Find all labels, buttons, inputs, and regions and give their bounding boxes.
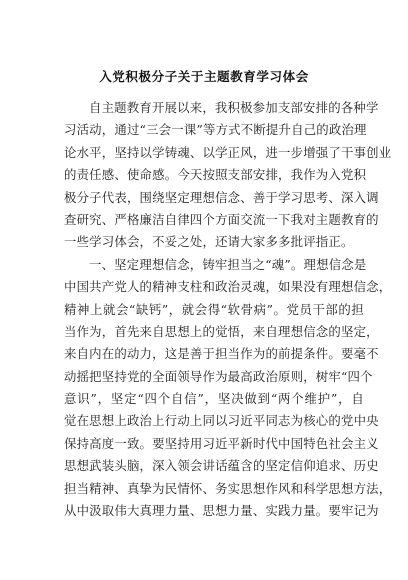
body-line: 思想武装头脑，深入领会讲话蕴含的坚定信仰追求、历史 [64, 458, 379, 474]
body-line: 习活动，通过“三会一课”等方式不断提升自己的政治理 [64, 122, 367, 138]
body-line: 查研究、严格廉洁自律四个方面交流一下我对主题教育的 [64, 211, 379, 227]
body-line: 保持高度一致。要坚持用习近平新时代中国特色社会主义 [64, 435, 379, 451]
body-line: 当作为，首先来自思想上的觉悟，来自理想信念的坚定， [64, 323, 379, 339]
body-line: 一些学习体会，不妥之处，还请大家多多批评指正。 [64, 234, 354, 250]
body-line: 精神上就会“缺钙”，就会得“软骨病”。党员干部的担 [64, 301, 364, 317]
body-line: 觉在思想上政治上行动上同以习近平同志为核心的党中央 [64, 413, 379, 429]
document-title: 入党积极分子关于主题教育学习体会 [99, 69, 309, 84]
body-line: 从中汲取伟大真理力量、思想力量、实践力量。要牢记为 [64, 503, 379, 519]
body-line: 中国共产党人的精神支柱和政治灵魂，如果没有理想信念， [64, 279, 392, 295]
body-line: 担当精神、真挚为民情怀、务实思想作风和科学思想方法， [64, 480, 392, 496]
body-line: 的责任感、使命感。今天按照支部安排，我作为入党积 [64, 167, 367, 183]
body-line: 意识”，坚定“四个自信”，坚决做到“两个维护”，自 [64, 391, 364, 407]
body-line: 来自内在的动力，这是善于担当作为的前提条件。要毫不 [64, 346, 379, 362]
body-line: 动摇把坚持党的全面领导作为最高政治原则，树牢“四个 [64, 368, 373, 384]
document-body [64, 97, 392, 522]
body-line: 自主题教育开展以来，我积极参加支部安排的各种学 [89, 100, 379, 115]
body-line: 极分子代表，围绕坚定理想信念、善于学习思考、深入调 [64, 189, 379, 205]
body-line: 论水平，坚持以学铸魂、以学正风，进一步增强了干事创业 [64, 144, 392, 160]
body-line: 一、坚定理想信念，铸牢担当之“魂”。理想信念是 [89, 256, 367, 272]
